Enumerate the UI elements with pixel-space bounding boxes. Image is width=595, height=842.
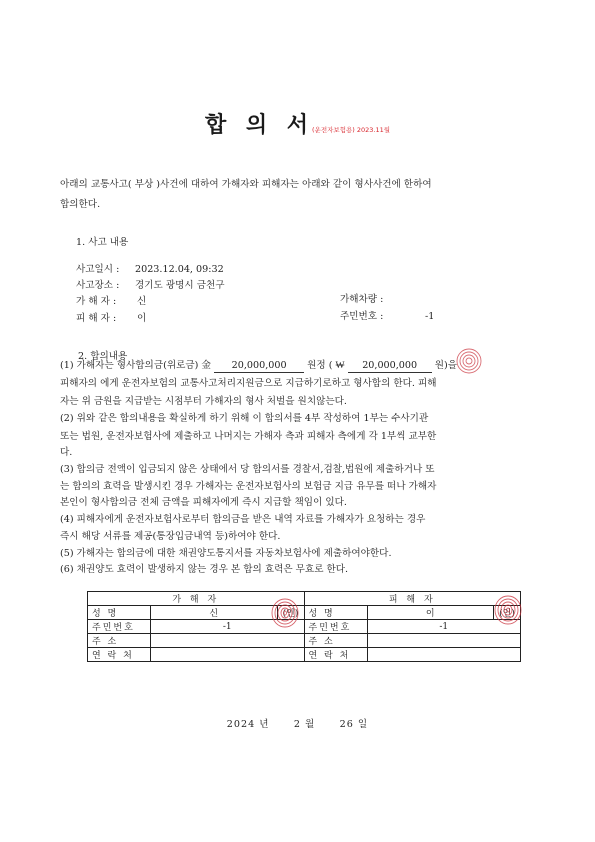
signing-date (0, 716, 595, 730)
clause-5: (5) 가해자는 합의금에 대한 채권양도통지서를 자동차보험사에 제출하여야한다. (60, 548, 392, 559)
date-year-unit: 년 (259, 719, 270, 730)
parties-table (87, 591, 521, 662)
accident-place-value: 경기도 광명시 금천구 (135, 280, 225, 291)
accident-date-label: 사고일시 : (76, 264, 120, 275)
clause-1-line-2: 피해자의 에게 운전자보험의 교통사고처리지원금으로 지급하기로하고 형사합의 한다. 피해 (60, 378, 437, 389)
victim-name-value: 이 (367, 606, 494, 620)
victim-address-label: 주 소 (304, 634, 367, 648)
id-number-value: -1 (425, 311, 435, 322)
accident-place-label: 사고장소 : (76, 280, 120, 291)
amount-numeric-field: 20,000,000 (348, 360, 432, 373)
section1-heading: 1. 사고 내용 (76, 237, 129, 248)
amount-fingerprint (455, 347, 483, 375)
date-year: 2024 (226, 719, 256, 730)
amount-korean-field: 20,000,000 (214, 360, 304, 373)
offender-name-label: 성 명 (88, 606, 151, 620)
clause-2-line-1: (2) 위와 같은 합의내용을 확실하게 하기 위해 이 합의서를 4부 작성하여 1부는 수사기관 (60, 413, 429, 424)
id-number-label: 주민번호 : (340, 311, 384, 322)
title-stamp: (운전자보험용) 2023.11월 (312, 126, 391, 134)
clause-2-line-3: 다. (60, 447, 73, 458)
date-month: 2 (293, 719, 301, 730)
offender-fingerprint (270, 597, 300, 629)
victim-fingerprint (493, 594, 523, 626)
clause-1-suffix: 원)을 (434, 360, 457, 371)
clause-4-line-2: 즉시 해당 서류를 제공(통장입금내역 등)하여야 한다. (60, 531, 281, 542)
intro-line-2: 합의한다. (60, 199, 101, 210)
victim-name-label: 성 명 (304, 606, 367, 620)
offender-value: 신 (137, 296, 147, 307)
clause-3-line-3: 본인이 형사합의금 전체 금액을 피해자에게 즉시 지급할 책임이 있다. (60, 497, 347, 508)
offender-contact-label: 연 락 처 (88, 648, 151, 662)
offender-address-value (151, 634, 305, 648)
victim-header: 피 해 자 (304, 592, 521, 606)
vehicle-label: 가해차량 : (340, 294, 384, 305)
victim-contact-label: 연 락 처 (304, 648, 367, 662)
table-row (88, 634, 521, 648)
table-row (88, 648, 521, 662)
accident-date-value: 2023.12.04, 09:32 (135, 264, 224, 275)
intro-line-1: 아래의 교통사고( 부상 )사건에 대하여 가해자와 피해자는 아래와 같이 형사사건에 한하여 (60, 179, 432, 190)
date-day-unit: 일 (357, 719, 369, 730)
offender-id-label: 주민번호 (88, 620, 151, 634)
clause-3-line-1: (3) 합의금 전액이 입금되지 않은 상태에서 당 합의서를 경찰서,검찰,법원에 제출하거나 또 (60, 464, 435, 475)
clause-1-prefix: (1) 가해자는 형사합의금(위로금) 金 (60, 360, 212, 371)
victim-seal: (인) (494, 606, 521, 620)
clause-3-line-2: 는 합의의 효력을 발생시킨 경우 가해자는 운전자보험사의 보험금 지급 유무를 떠나 가해자 (60, 481, 437, 492)
section2-heading: 2. 합의내용 (78, 351, 128, 362)
clause-1-line-1 (60, 360, 457, 373)
offender-header: 가 해 자 (88, 592, 305, 606)
clause-2-line-2: 또는 법원, 운전자보험사에 제출하고 나머지는 가해자 측과 피해자 측에게 각 1부씩 교부한 (60, 431, 437, 442)
victim-id-value: -1 (367, 620, 521, 634)
title-text: 합 의 서 (204, 113, 315, 138)
offender-label: 가 해 자 : (76, 296, 117, 307)
offender-address-label: 주 소 (88, 634, 151, 648)
document-title (0, 108, 595, 139)
offender-id-value: -1 (151, 620, 305, 634)
clause-1-line-3: 자는 위 금원을 지급받는 시점부터 가해자의 형사 처벌을 원치않는다. (60, 396, 347, 407)
offender-seal: (인) (277, 606, 304, 620)
table-row (88, 620, 521, 634)
clause-4-line-1: (4) 피해자에게 운전자보험사로부터 합의금을 받은 내역 자료를 가해자가 요청하는 경우 (60, 514, 426, 525)
clause-1-middle: 원정 ( ₩ (307, 360, 345, 371)
victim-value: 이 (137, 313, 147, 324)
date-month-unit: 월 (305, 719, 316, 730)
victim-id-label: 주민번호 (304, 620, 367, 634)
date-day: 26 (339, 719, 354, 730)
victim-label: 피 해 자 : (76, 313, 117, 324)
table-row (88, 606, 521, 620)
table-header-row (88, 592, 521, 606)
clause-6: (6) 채권양도 효력이 발생하지 않는 경우 본 합의 효력은 무효로 한다. (60, 564, 349, 575)
offender-name-value: 신 (151, 606, 278, 620)
victim-contact-value (367, 648, 521, 662)
offender-contact-value (151, 648, 305, 662)
victim-address-value (367, 634, 521, 648)
